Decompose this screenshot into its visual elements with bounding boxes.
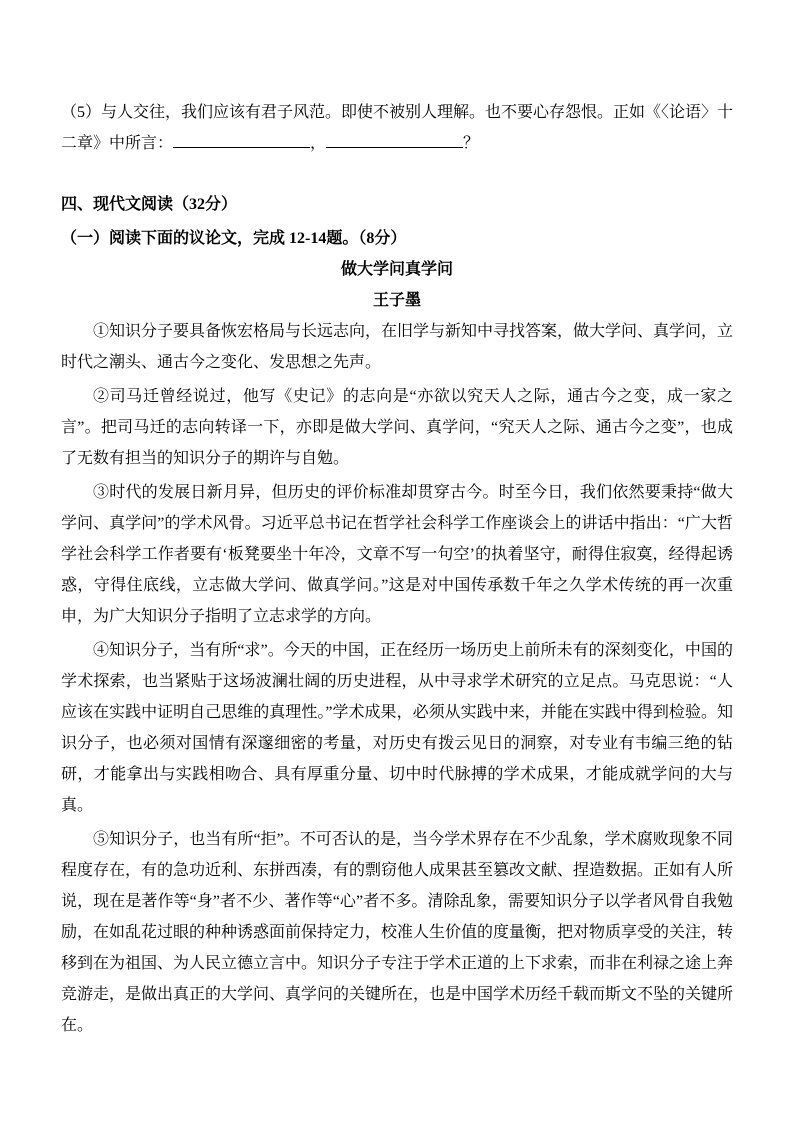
question-5-text: （5）与人交往，我们应该有君子风范。即使不被别人理解。也不要心存怨恨。正如《〈论语〉十二章》中所言： — [61, 104, 734, 152]
essay-paragraph-3: ③时代的发展日新月异，但历史的评价标准却贯穿古今。时至今日，我们依然要秉持“做大学问、真学问”的学术风骨。习近平总书记在哲学社会科学工作座谈会上的讲话中指出：“广大哲学社会科学工作者要有‘板凳要坐十年冷，文章不写一句空’的执着坚守，耐得住寂寞，经得起诱惑，守得住底线，立志做大学问、做真学问。”这是对中国传承数千年之久学术传统的再一次重申，为广大知识分子指明了立志求学的方向。 — [61, 484, 733, 625]
section-4-part-1-subheading: （一）阅读下面的议论文，完成 12-14题。（8分） — [61, 230, 407, 247]
question-5-question-mark: ？ — [463, 135, 480, 152]
essay-paragraph-2: ②司马迁曾经说过，他写《史记》的志向是“亦欲以究天人之际，通古今之变，成一家之言”。把司马迁的志向转译一下，亦即是做大学问、真学问，“究天人之际、通古今之变”，也成了无数有担当的知识分子的期许与自勉。 — [61, 388, 733, 467]
question-5 — [61, 97, 733, 159]
essay-paragraph-4: ④知识分子，当有所“求”。今天的中国，正在经历一场历史上前所未有的深刻变化，中国的学术探索，也当紧贴于这场波澜壮阔的历史进程，从中寻求学术研究的立足点。马克思说：“人应该在实践中证明自己思维的真理性。”学术成果，必须从实践中来，并能在实践中得到检验。知识分子，也必须对国情有深邃细密的考量，对历史有拨云见日的洞察，对专业有韦编三绝的钻研，才能拿出与实践相吻合、具有厚重分量、切中时代脉搏的学术成果，才能成就学问的大与真。 — [61, 642, 733, 814]
section-4-heading: 四、现代文阅读（32分） — [61, 196, 238, 213]
essay-paragraph-1: ①知识分子要具备恢宏格局与长远志向，在旧学与新知中寻找答案，做大学问、真学问，立时代之潮头、通古今之变化、发思想之先声。 — [61, 323, 734, 371]
question-5-comma: ， — [310, 135, 327, 152]
answer-blank-1 — [173, 133, 310, 148]
essay-paragraph-5: ⑤知识分子，也当有所“拒”。不可否认的是，当今学术界存在不少乱象，学术腐败现象不同程度存在，有的急功近利、东拼西凑，有的剽窃他人成果甚至篡改文献、捏造数据。正如有人所说，现在是著作等“身”者不少、著作等“心”者不多。清除乱象，需要知识分子以学者风骨自我勉励，在如乱花过眼的种种诱惑面前保持定力，校准人生价值的度量衡，把对物质享受的关注，转移到在为祖国、为人民立德立言中。知识分子专注于学术正道的上下求索，而非在利禄之途上奔竞游走，是做出真正的大学问、真学问的关键所在，也是中国学术历经千载而斯文不坠的关键所在。 — [61, 831, 734, 1034]
essay-title: 做大学问真学问 — [340, 261, 453, 278]
answer-blank-2 — [326, 133, 463, 148]
essay-author: 王子墨 — [372, 292, 421, 309]
